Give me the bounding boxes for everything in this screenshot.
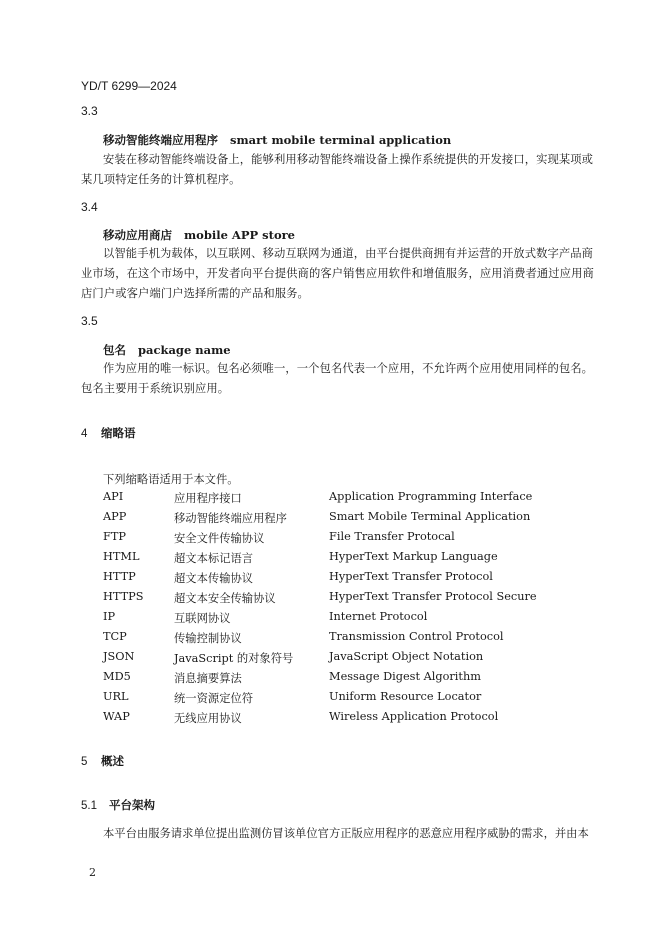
abbreviation-row xyxy=(103,570,583,590)
abbr-zh: JavaScript 的对象符号 xyxy=(174,652,294,665)
abbr-zh: 统一资源定位符 xyxy=(174,692,254,705)
subsection-5-1-heading xyxy=(81,797,155,813)
abbr: TCP xyxy=(103,630,127,643)
term-title-3-3 xyxy=(103,132,451,148)
abbr-en: HyperText Markup Language xyxy=(329,550,498,563)
section-number: 5 xyxy=(81,756,88,768)
abbreviation-row xyxy=(103,690,583,710)
abbr: MD5 xyxy=(103,670,131,683)
abbr-zh: 互联网协议 xyxy=(174,612,231,625)
abbr-en: Internet Protocol xyxy=(329,610,428,623)
abbr: HTML xyxy=(103,550,140,563)
abbreviation-row xyxy=(103,490,583,510)
clause-number-3-5: 3.5 xyxy=(81,314,98,328)
document-id: YD/T 6299—2024 xyxy=(81,79,177,93)
abbr-zh: 传输控制协议 xyxy=(174,632,242,645)
term-definition-3-5: 作为应用的唯一标识。包名必须唯一，一个包名代表一个应用，不允许两个应用使用同样的包名。包名主要用于系统识别应用。 xyxy=(81,362,594,395)
abbr: HTTPS xyxy=(103,590,144,603)
abbr-en: Wireless Application Protocol xyxy=(329,710,499,723)
abbr-zh: 应用程序接口 xyxy=(174,492,242,505)
subsection-title: 平台架构 xyxy=(109,800,155,812)
abbr: URL xyxy=(103,690,129,703)
abbreviation-row xyxy=(103,590,583,610)
clause-number-3-4: 3.4 xyxy=(81,200,98,214)
term-zh: 移动智能终端应用程序 xyxy=(103,133,218,147)
abbreviation-row xyxy=(103,650,583,670)
abbr: JSON xyxy=(103,650,135,663)
section-5-heading xyxy=(81,753,124,769)
section-title: 缩略语 xyxy=(101,428,136,440)
abbreviation-row xyxy=(103,630,583,650)
abbr: HTTP xyxy=(103,570,136,583)
abbr-en: JavaScript Object Notation xyxy=(329,650,484,663)
clause-number-3-3: 3.3 xyxy=(81,104,98,118)
abbreviation-row xyxy=(103,670,583,690)
term-en: smart mobile terminal application xyxy=(230,133,452,147)
section-5-1-paragraph: 本平台由服务请求单位提出监测仿冒该单位官方正版应用程序的恶意应用程序威胁的需求，并由本 xyxy=(103,827,589,840)
abbr-zh: 超文本传输协议 xyxy=(174,572,254,585)
section-number: 4 xyxy=(81,428,88,440)
abbreviation-row xyxy=(103,530,583,550)
abbr-en: Message Digest Algorithm xyxy=(329,670,481,683)
section-title: 概述 xyxy=(101,756,124,768)
term-definition-3-3: 安装在移动智能终端设备上，能够利用移动智能终端设备上操作系统提供的开发接口，实现某项或某几项特定任务的计算机程序。 xyxy=(81,153,594,186)
abbr-en: File Transfer Protocal xyxy=(329,530,455,543)
abbreviation-row xyxy=(103,610,583,630)
abbr-en: Application Programming Interface xyxy=(329,490,533,503)
abbr: FTP xyxy=(103,530,126,543)
abbr-zh: 移动智能终端应用程序 xyxy=(174,512,287,525)
abbr: IP xyxy=(103,610,116,623)
subsection-number: 5.1 xyxy=(81,800,97,812)
abbreviation-row xyxy=(103,510,583,530)
abbr-en: Uniform Resource Locator xyxy=(329,690,482,703)
abbr-en: HyperText Transfer Protocol Secure xyxy=(329,590,537,603)
term-definition-3-4: 以智能手机为载体，以互联网、移动互联网为通道，由平台提供商拥有并运营的开放式数字产品商业市场，在这个市场中，开发者向平台提供商的客户销售应用软件和增值服务，应用消费者通过应用商店门户或客户端门户选择所需的产品和服务。 xyxy=(81,247,594,300)
term-zh: 包名 xyxy=(103,343,126,357)
abbr-en: Smart Mobile Terminal Application xyxy=(329,510,531,523)
abbr-zh: 安全文件传输协议 xyxy=(174,532,265,545)
abbr-zh: 超文本标记语言 xyxy=(174,552,254,565)
abbr: WAP xyxy=(103,710,130,723)
abbr-zh: 无线应用协议 xyxy=(174,712,242,725)
page-number: 2 xyxy=(89,866,96,879)
abbr-zh: 超文本安全传输协议 xyxy=(174,592,276,605)
abbr-en: Transmission Control Protocol xyxy=(329,630,504,643)
term-en: mobile APP store xyxy=(184,228,295,242)
section-4-heading xyxy=(81,425,136,441)
abbr: APP xyxy=(103,510,127,523)
abbreviation-row xyxy=(103,710,583,730)
abbr-en: HyperText Transfer Protocol xyxy=(329,570,493,583)
term-title-3-5 xyxy=(103,342,231,358)
abbreviations-intro: 下列缩略语适用于本文件。 xyxy=(103,473,239,486)
term-zh: 移动应用商店 xyxy=(103,228,172,242)
term-title-3-4 xyxy=(103,227,295,243)
abbr: API xyxy=(103,490,124,503)
abbr-zh: 消息摘要算法 xyxy=(174,672,242,685)
term-en: package name xyxy=(138,343,231,357)
abbreviation-row xyxy=(103,550,583,570)
